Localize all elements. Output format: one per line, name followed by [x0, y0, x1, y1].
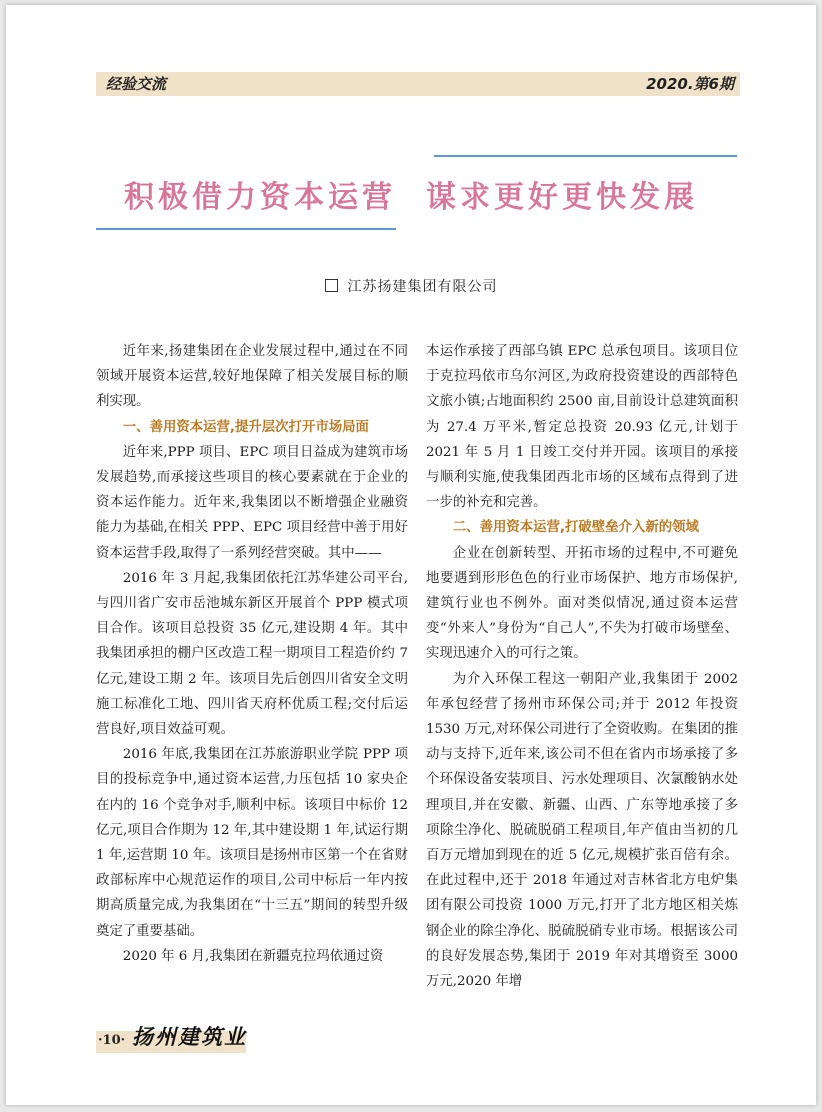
paragraph: 企业在创新转型、开拓市场的过程中,不可避免地要遇到形形色色的行业市场保护、地方市场保护,建筑行业也不例外。面对类似情况,通过资本运营变“外来人”身份为“自己人”,不失为打破市场壁垒、实现迅速介入的可行之策。: [426, 545, 738, 662]
paragraph: 为介入环保工程这一朝阳产业,我集团于 2002 年承包经营了扬州市环保公司;并于 2012 年投资 1530 万元,对环保公司进行了全资收购。在集团的推动与支持下,近年来,该公司不但在省内市场承接了多个环保设备安装项目、污水处理项目、次氯酸钠水处理项目,并在安徽、新疆、山西、广东等地承接了多项除尘净化、脱硫脱硝工程项目,年产值由当初的几百万元增加到现在的近 5 亿元,规模扩张百倍有余。在此过程中,还于 2018 年通过对吉林省北方电炉集团有限公司投资 1000 万元,打开了北方地区相关炼钢企业的除尘净化、脱硫脱硝专业市场。根据该公司的良好发展态势,集团于 2019 年对其增资至 3000 万元,2020 年增: [426, 671, 738, 990]
section-heading: 一、善用资本运营,提升层次打开市场局面: [122, 419, 369, 435]
left-column: [96, 339, 408, 969]
author-name: 江苏扬建集团有限公司: [347, 279, 498, 295]
paragraph: 2020 年 6 月,我集团在新疆克拉玛依通过资: [122, 948, 384, 964]
author-line: [0, 276, 822, 296]
header-bar: [96, 72, 740, 96]
paragraph: 2016 年底,我集团在江苏旅游职业学院 PPP 项目的投标竞争中,通过资本运营,力压包括 10 家央企在内的 16 个竞争对手,顺利中标。该项目中标价 12 亿元,项目合作期为 12 年,其中建设期 1 年,试运行期 1 年,运营期 10 年。该项目是扬州市区第一个在省财政部标库中心规范运作的项目,公司中标后一年内按期高质量完成,为我集团在“十三五”期间的转型升级奠定了重要基础。: [96, 747, 408, 939]
title-rule-bottom: [96, 228, 396, 230]
article-title-part2: 谋求更好更快发展: [426, 180, 698, 215]
section-label: 经验交流: [106, 75, 167, 93]
paragraph: 近年来,PPP 项目、EPC 项目日益成为建筑市场发展趋势,而承接这些项目的核心要素就在于企业的资本运作能力。近年来,我集团以不断增强企业融资能力为基础,在相关 PPP、EPC 项目经营中善于用好资本运营手段,取得了一系列经营突破。其中——: [96, 444, 408, 561]
article-title-part1: 积极借力资本运营: [124, 180, 396, 215]
publication-logo: 扬州建筑业: [132, 1024, 247, 1049]
paragraph: 本运作承接了西部乌镇 EPC 总承包项目。该项目位于克拉玛依市乌尔河区,为政府投资建设的西部特色文旅小镇;占地面积约 2500 亩,目前设计总建筑面积为 27.4 万平米,暂定总投资 20.93 亿元,计划于 2021 年 5 月 1 日竣工交付并开园。该项目的承接与顺利实施,使我集团西北市场的区域布点得到了进一步的补充和完善。: [426, 344, 738, 511]
section-heading: 二、善用资本运营,打破壁垒介入新的领域: [452, 520, 699, 536]
article-title: [0, 172, 822, 216]
right-column: [426, 339, 738, 994]
issue-label: 2020.第6期: [646, 75, 734, 93]
square-icon: [325, 279, 338, 292]
title-rule-top: [434, 155, 737, 157]
paragraph: 近年来,扬建集团在企业发展过程中,通过在不同领域开展资本运营,较好地保障了相关发展目标的顺利实现。: [96, 344, 408, 410]
paragraph: 2016 年 3 月起,我集团依托江苏华建公司平台,与四川省广安市岳池城东新区开展首个 PPP 模式项目合作。该项目总投资 35 亿元,建设期 4 年。其中我集团承担的棚户区改造工程一期项目工程造价约 7 亿元,建设工期 2 年。该项目先后创四川省安全文明施工标准化工地、四川省天府杯优质工程;交付后运营良好,项目效益可观。: [96, 570, 408, 738]
page-number: ·10·: [98, 1033, 126, 1048]
